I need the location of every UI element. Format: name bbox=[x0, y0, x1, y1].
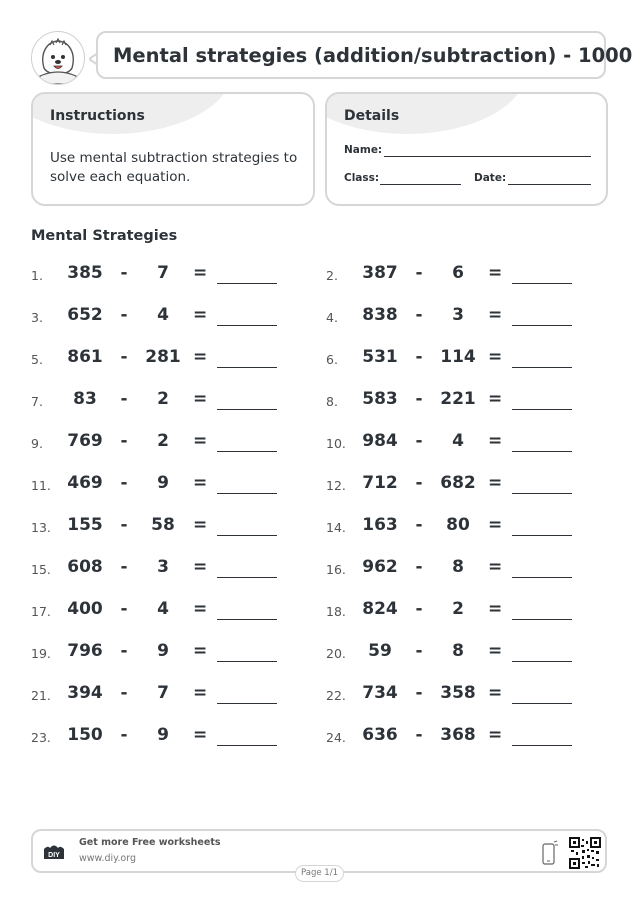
footer-link[interactable]: www.diy.org bbox=[79, 853, 136, 864]
second-operand: 281 bbox=[145, 347, 181, 367]
first-operand: 652 bbox=[67, 305, 103, 325]
problem-item bbox=[31, 431, 291, 455]
equals-sign: = bbox=[488, 389, 503, 409]
second-operand: 368 bbox=[440, 725, 476, 745]
equals-sign: = bbox=[193, 725, 208, 745]
minus-sign: - bbox=[120, 641, 128, 661]
minus-sign: - bbox=[415, 347, 423, 367]
problem-item bbox=[326, 683, 586, 707]
answer-blank[interactable] bbox=[217, 409, 277, 410]
answer-blank[interactable] bbox=[512, 283, 572, 284]
first-operand: 155 bbox=[67, 515, 103, 535]
first-operand: 583 bbox=[362, 389, 398, 409]
answer-blank[interactable] bbox=[217, 283, 277, 284]
first-operand: 861 bbox=[67, 347, 103, 367]
equals-sign: = bbox=[193, 473, 208, 493]
equals-sign: = bbox=[488, 263, 503, 283]
second-operand: 58 bbox=[151, 515, 175, 535]
instructions-card bbox=[31, 92, 315, 206]
problem-item bbox=[326, 389, 586, 413]
class-label: Class: bbox=[344, 172, 380, 184]
second-operand: 7 bbox=[157, 263, 169, 283]
answer-blank[interactable] bbox=[217, 661, 277, 662]
equals-sign: = bbox=[488, 599, 503, 619]
first-operand: 796 bbox=[67, 641, 103, 661]
problem-item bbox=[326, 557, 586, 581]
problem-item bbox=[31, 347, 291, 371]
problem-item bbox=[326, 263, 586, 287]
minus-sign: - bbox=[415, 305, 423, 325]
second-operand: 682 bbox=[440, 473, 476, 493]
equals-sign: = bbox=[488, 725, 503, 745]
equals-sign: = bbox=[193, 641, 208, 661]
problem-item bbox=[326, 473, 586, 497]
problem-number: 20. bbox=[326, 646, 346, 661]
problem-number: 6. bbox=[326, 352, 338, 367]
answer-blank[interactable] bbox=[512, 493, 572, 494]
second-operand: 4 bbox=[157, 599, 169, 619]
first-operand: 385 bbox=[67, 263, 103, 283]
minus-sign: - bbox=[120, 347, 128, 367]
minus-sign: - bbox=[415, 515, 423, 535]
minus-sign: - bbox=[415, 725, 423, 745]
equals-sign: = bbox=[488, 515, 503, 535]
second-operand: 4 bbox=[157, 305, 169, 325]
answer-blank[interactable] bbox=[217, 577, 277, 578]
problem-number: 17. bbox=[31, 604, 51, 619]
problem-item bbox=[31, 683, 291, 707]
problem-number: 16. bbox=[326, 562, 346, 577]
class-field[interactable] bbox=[380, 184, 461, 185]
answer-blank[interactable] bbox=[512, 661, 572, 662]
second-operand: 2 bbox=[157, 431, 169, 451]
problem-item bbox=[326, 305, 586, 329]
minus-sign: - bbox=[415, 683, 423, 703]
phone-icon bbox=[541, 840, 559, 866]
equals-sign: = bbox=[488, 305, 503, 325]
first-operand: 824 bbox=[362, 599, 398, 619]
diy-logo-icon[interactable] bbox=[42, 839, 66, 863]
equals-sign: = bbox=[193, 305, 208, 325]
second-operand: 9 bbox=[157, 725, 169, 745]
name-label: Name: bbox=[344, 144, 383, 156]
problem-item bbox=[326, 515, 586, 539]
minus-sign: - bbox=[415, 389, 423, 409]
problem-number: 21. bbox=[31, 688, 51, 703]
first-operand: 150 bbox=[67, 725, 103, 745]
first-operand: 531 bbox=[362, 347, 398, 367]
problem-item bbox=[326, 641, 586, 665]
details-card bbox=[325, 92, 608, 206]
equals-sign: = bbox=[193, 683, 208, 703]
minus-sign: - bbox=[120, 515, 128, 535]
answer-blank[interactable] bbox=[217, 703, 277, 704]
minus-sign: - bbox=[120, 263, 128, 283]
minus-sign: - bbox=[120, 725, 128, 745]
minus-sign: - bbox=[120, 683, 128, 703]
equals-sign: = bbox=[193, 515, 208, 535]
problem-number: 2. bbox=[326, 268, 338, 283]
second-operand: 9 bbox=[157, 641, 169, 661]
first-operand: 712 bbox=[362, 473, 398, 493]
details-title: Details bbox=[344, 108, 400, 124]
problem-item bbox=[31, 641, 291, 665]
problem-item bbox=[31, 473, 291, 497]
second-operand: 358 bbox=[440, 683, 476, 703]
first-operand: 400 bbox=[67, 599, 103, 619]
problem-number: 5. bbox=[31, 352, 43, 367]
answer-blank[interactable] bbox=[217, 535, 277, 536]
problem-number: 10. bbox=[326, 436, 346, 451]
equals-sign: = bbox=[193, 263, 208, 283]
first-operand: 83 bbox=[73, 389, 97, 409]
minus-sign: - bbox=[120, 473, 128, 493]
problem-number: 11. bbox=[31, 478, 51, 493]
problem-number: 4. bbox=[326, 310, 338, 325]
first-operand: 962 bbox=[362, 557, 398, 577]
first-operand: 734 bbox=[362, 683, 398, 703]
second-operand: 2 bbox=[157, 389, 169, 409]
problem-number: 1. bbox=[31, 268, 43, 283]
equals-sign: = bbox=[488, 473, 503, 493]
problem-number: 8. bbox=[326, 394, 338, 409]
second-operand: 221 bbox=[440, 389, 476, 409]
first-operand: 163 bbox=[362, 515, 398, 535]
problem-number: 23. bbox=[31, 730, 51, 745]
answer-blank[interactable] bbox=[512, 703, 572, 704]
equals-sign: = bbox=[193, 557, 208, 577]
problem-item bbox=[31, 263, 291, 287]
title-box bbox=[96, 31, 633, 79]
first-operand: 769 bbox=[67, 431, 103, 451]
second-operand: 3 bbox=[157, 557, 169, 577]
answer-blank[interactable] bbox=[217, 325, 277, 326]
svg-text:DIY: DIY bbox=[48, 852, 60, 859]
problem-item bbox=[326, 599, 586, 623]
second-operand: 7 bbox=[157, 683, 169, 703]
answer-blank[interactable] bbox=[512, 577, 572, 578]
first-operand: 59 bbox=[368, 641, 392, 661]
first-operand: 838 bbox=[362, 305, 398, 325]
answer-blank[interactable] bbox=[217, 493, 277, 494]
footer-promo-text: Get more Free worksheets bbox=[79, 837, 221, 848]
page-indicator: Page 1/1 bbox=[295, 865, 344, 882]
answer-blank[interactable] bbox=[512, 325, 572, 326]
second-operand: 80 bbox=[446, 515, 470, 535]
answer-blank[interactable] bbox=[217, 745, 277, 746]
first-operand: 469 bbox=[67, 473, 103, 493]
first-operand: 984 bbox=[362, 431, 398, 451]
answer-blank[interactable] bbox=[512, 745, 572, 746]
date-label: Date: bbox=[474, 172, 507, 184]
answer-blank[interactable] bbox=[512, 367, 572, 368]
equals-sign: = bbox=[488, 347, 503, 367]
equals-sign: = bbox=[488, 557, 503, 577]
equals-sign: = bbox=[193, 389, 208, 409]
answer-blank[interactable] bbox=[512, 619, 572, 620]
equals-sign: = bbox=[193, 599, 208, 619]
problem-item bbox=[326, 347, 586, 371]
minus-sign: - bbox=[415, 263, 423, 283]
problem-number: 22. bbox=[326, 688, 346, 703]
minus-sign: - bbox=[120, 389, 128, 409]
minus-sign: - bbox=[415, 557, 423, 577]
problem-number: 3. bbox=[31, 310, 43, 325]
second-operand: 8 bbox=[452, 641, 464, 661]
name-field[interactable] bbox=[384, 156, 591, 157]
minus-sign: - bbox=[415, 599, 423, 619]
problem-item bbox=[31, 515, 291, 539]
problem-item bbox=[326, 725, 586, 749]
second-operand: 114 bbox=[440, 347, 476, 367]
problem-number: 24. bbox=[326, 730, 346, 745]
instructions-text: Use mental subtraction strategies to solve each equation. bbox=[50, 150, 298, 185]
problem-item bbox=[326, 431, 586, 455]
minus-sign: - bbox=[120, 305, 128, 325]
equals-sign: = bbox=[193, 347, 208, 367]
second-operand: 3 bbox=[452, 305, 464, 325]
problem-number: 14. bbox=[326, 520, 346, 535]
equals-sign: = bbox=[193, 431, 208, 451]
answer-blank[interactable] bbox=[217, 451, 277, 452]
second-operand: 6 bbox=[452, 263, 464, 283]
problem-item bbox=[31, 725, 291, 749]
problem-item bbox=[31, 305, 291, 329]
minus-sign: - bbox=[415, 431, 423, 451]
problem-item bbox=[31, 599, 291, 623]
first-operand: 608 bbox=[67, 557, 103, 577]
section-title: Mental Strategies bbox=[31, 228, 178, 244]
equals-sign: = bbox=[488, 431, 503, 451]
answer-blank[interactable] bbox=[512, 451, 572, 452]
answer-blank[interactable] bbox=[512, 409, 572, 410]
answer-blank[interactable] bbox=[217, 367, 277, 368]
first-operand: 394 bbox=[67, 683, 103, 703]
minus-sign: - bbox=[120, 557, 128, 577]
problem-item bbox=[31, 557, 291, 581]
second-operand: 8 bbox=[452, 557, 464, 577]
second-operand: 2 bbox=[452, 599, 464, 619]
problem-item bbox=[31, 389, 291, 413]
date-field[interactable] bbox=[508, 184, 591, 185]
first-operand: 636 bbox=[362, 725, 398, 745]
second-operand: 4 bbox=[452, 431, 464, 451]
minus-sign: - bbox=[120, 599, 128, 619]
equals-sign: = bbox=[488, 641, 503, 661]
problem-number: 18. bbox=[326, 604, 346, 619]
minus-sign: - bbox=[120, 431, 128, 451]
equals-sign: = bbox=[488, 683, 503, 703]
answer-blank[interactable] bbox=[512, 535, 572, 536]
answer-blank[interactable] bbox=[217, 619, 277, 620]
problem-number: 15. bbox=[31, 562, 51, 577]
second-operand: 9 bbox=[157, 473, 169, 493]
qr-code-icon[interactable] bbox=[569, 837, 601, 869]
problem-number: 13. bbox=[31, 520, 51, 535]
minus-sign: - bbox=[415, 473, 423, 493]
instructions-title: Instructions bbox=[50, 108, 145, 124]
problem-number: 7. bbox=[31, 394, 43, 409]
problem-number: 9. bbox=[31, 436, 43, 451]
page-title: Mental strategies (addition/subtraction) - 1000 bbox=[113, 43, 633, 67]
minus-sign: - bbox=[415, 641, 423, 661]
problem-number: 12. bbox=[326, 478, 346, 493]
problem-number: 19. bbox=[31, 646, 51, 661]
first-operand: 387 bbox=[362, 263, 398, 283]
yeti-mascot-icon bbox=[31, 31, 85, 85]
